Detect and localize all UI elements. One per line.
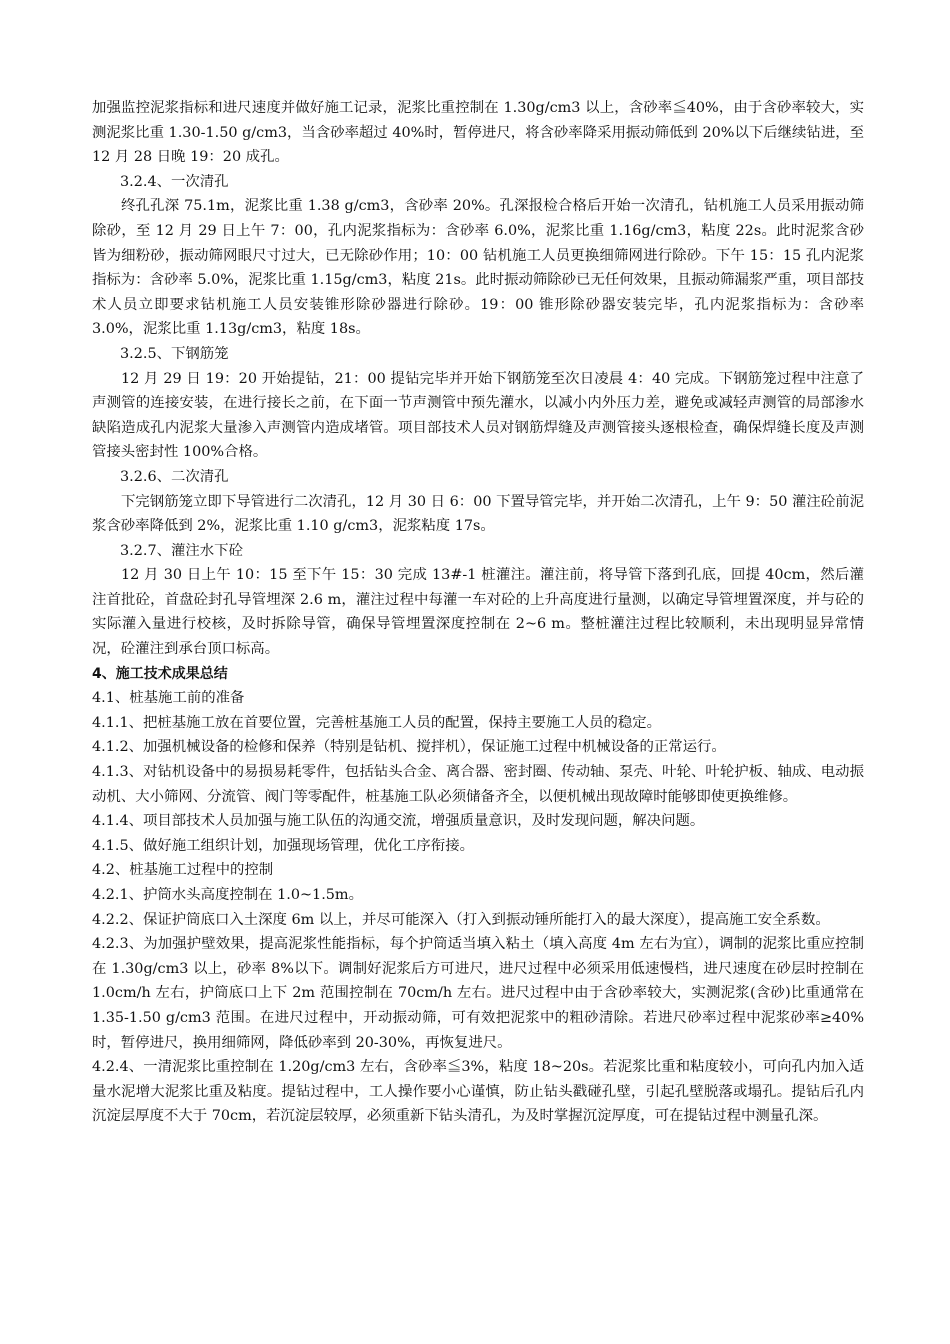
list-item: 4.1.1、把桩基施工放在首要位置，完善桩基施工人员的配置，保持主要施工人员的稳定。 xyxy=(92,714,662,731)
section-heading-4-2: 4.2、桩基施工过程中的控制 xyxy=(92,862,274,879)
list-item: 4.1.4、项目部技术人员加强与施工队伍的沟通交流，增强质量意识，及时发现问题，解决问题。 xyxy=(92,813,705,830)
section-heading-4-1: 4.1、桩基施工前的准备 xyxy=(92,690,245,707)
section-heading-3-2-4: 3.2.4、一次清孔 xyxy=(120,173,229,190)
list-item: 4.1.3、对钻机设备中的易损易耗零件，包括钻头合金、离合器、密封圈、传动轴、泵壳、叶轮、叶轮护板、轴成、电动振动机、大小筛网、分流管、阀门等零配件，桩基施工队必须储备齐全，以便机械出现故障时能够即使更换维修。 xyxy=(92,764,864,805)
paragraph: 12 月 29 日 19：20 开始提钻，21：00 提钻完毕并开始下钢筋笼至次日凌晨 4：40 完成。下钢筋笼过程中注意了声测管的连接安装，在进行接长之前，在下面一节声测管中预先灌水，以减小内外压力差，避免或减轻声测管的局部渗水缺陷造成孔内泥浆大量渗入声测管内造成堵管。项目部技术人员对钢筋焊缝及声测管接头逐根检查，确保焊缝长度及声测管接头密封性 100%合格。 xyxy=(92,370,864,461)
paragraph: 终孔孔深 75.1m，泥浆比重 1.38 g/cm3，含砂率 20%。孔深报检合格后开始一次清孔，钻机施工人员采用振动筛除砂，至 12 月 29 日上午 7：00，孔内泥浆指标为：含砂率 6.0%，泥浆比重 1.16g/cm3，粘度 22s。此时泥浆含砂皆为细粉砂，振动筛网眼尺寸过大，已无除砂作用；10：00 钻机施工人员更换细筛网进行除砂。下午 15：15 孔内泥浆指标为：含砂率 5.0%，泥浆比重 1.15g/cm3，粘度 21s。此时振动筛除砂已无任何效果，且振动筛漏浆严重，项目部技术人员立即要求钻机施工人员安装锥形除砂器进行除砂。19：00 锥形除砂器安装完毕，孔内泥浆指标为：含砂率 3.0%，泥浆比重 1.13g/cm3，粘度 18s。 xyxy=(92,198,864,338)
paragraph: 加强监控泥浆指标和进尺速度并做好施工记录，泥浆比重控制在 1.30g/cm3 以上，含砂率≦40%，由于含砂率较大，实测泥浆比重 1.30-1.50 g/cm3，当含砂率超过 40%时，暂停进尺，将含砂率降采用振动筛低到 20%以下后继续钻进，至 12 月 28 日晚 19：20 成孔。 xyxy=(92,100,864,166)
list-item: 4.2.4、一清泥浆比重控制在 1.20g/cm3 左右，含砂率≦3%，粘度 18~20s。若泥浆比重和粘度较小，可向孔内加入适量水泥增大泥浆比重及粘度。提钻过程中，工人操作要小心谨慎，防止钻头戳碰孔壁，引起孔壁脱落或塌孔。提钻后孔内沉淀层厚度不大于 70cm，若沉淀层较厚，必须重新下钻头清孔，为及时掌握沉淀厚度，可在提钻过程中测量孔深。 xyxy=(92,1059,864,1125)
section-heading-3-2-7: 3.2.7、灌注水下砼 xyxy=(120,542,243,559)
list-item: 4.1.2、加强机械设备的检修和保养（特别是钻机、搅拌机），保证施工过程中机械设备的正常运行。 xyxy=(92,739,726,756)
paragraph: 12 月 30 日上午 10：15 至下午 15：30 完成 13#-1 桩灌注。灌注前，将导管下落到孔底，回提 40cm，然后灌注首批砼，首盘砼封孔导管埋深 2.6 m，灌注过程中每灌一车对砼的上升高度进行量测，以确定导管埋置深度，并与砼的实际灌入量进行校核，及时拆除导管，确保导管埋置深度控制在 2~6 m。整桩灌注过程比较顺利，未出现明显异常情况，砼灌注到承台顶口标高。 xyxy=(92,567,864,658)
section-heading-3-2-5: 3.2.5、下钢筋笼 xyxy=(120,345,229,362)
paragraph: 下完钢筋笼立即下导管进行二次清孔，12 月 30 日 6：00 下置导管完毕，并开始二次清孔，上午 9：50 灌注砼前泥浆含砂率降低到 2%，泥浆比重 1.10 g/cm3，泥浆粘度 17s。 xyxy=(92,493,864,535)
list-item: 4.1.5、做好施工组织计划，加强现场管理，优化工序衔接。 xyxy=(92,837,474,854)
list-item: 4.2.1、护筒水头高度控制在 1.0~1.5m。 xyxy=(92,887,363,903)
list-item: 4.2.2、保证护筒底口入土深度 6m 以上，并尽可能深入（打入到振动锤所能打入的最大深度），提高施工安全系数。 xyxy=(92,911,830,928)
section-heading-3-2-6: 3.2.6、二次清孔 xyxy=(120,468,229,485)
chapter-heading-4: 4、施工技术成果总结 xyxy=(92,665,228,682)
list-item: 4.2.3、为加强护壁效果，提高泥浆性能指标，每个护筒适当填入粘土（填入高度 4m 左右为宜），调制的泥浆比重应控制在 1.30g/cm3 以上，砂率 8%以下。调制好泥浆后方可进尺，进尺过程中必须采用低速慢档，进尺速度在砂层时控制在 1.0cm/h 左右，护筒底口上下 2m 范围控制在 70cm/h 左右。进尺过程中由于含砂率较大，实测泥浆(含砂)比重通常在 1.35-1.50 g/cm3 范围。在进尺过程中，开动振动筛，可有效把泥浆中的粗砂清除。若进尺砂率过程中泥浆砂率≥40%时，暂停进尺，换用细筛网，降低砂率到 20-30%，再恢复进尺。 xyxy=(92,936,864,1051)
document-body xyxy=(92,96,864,1129)
